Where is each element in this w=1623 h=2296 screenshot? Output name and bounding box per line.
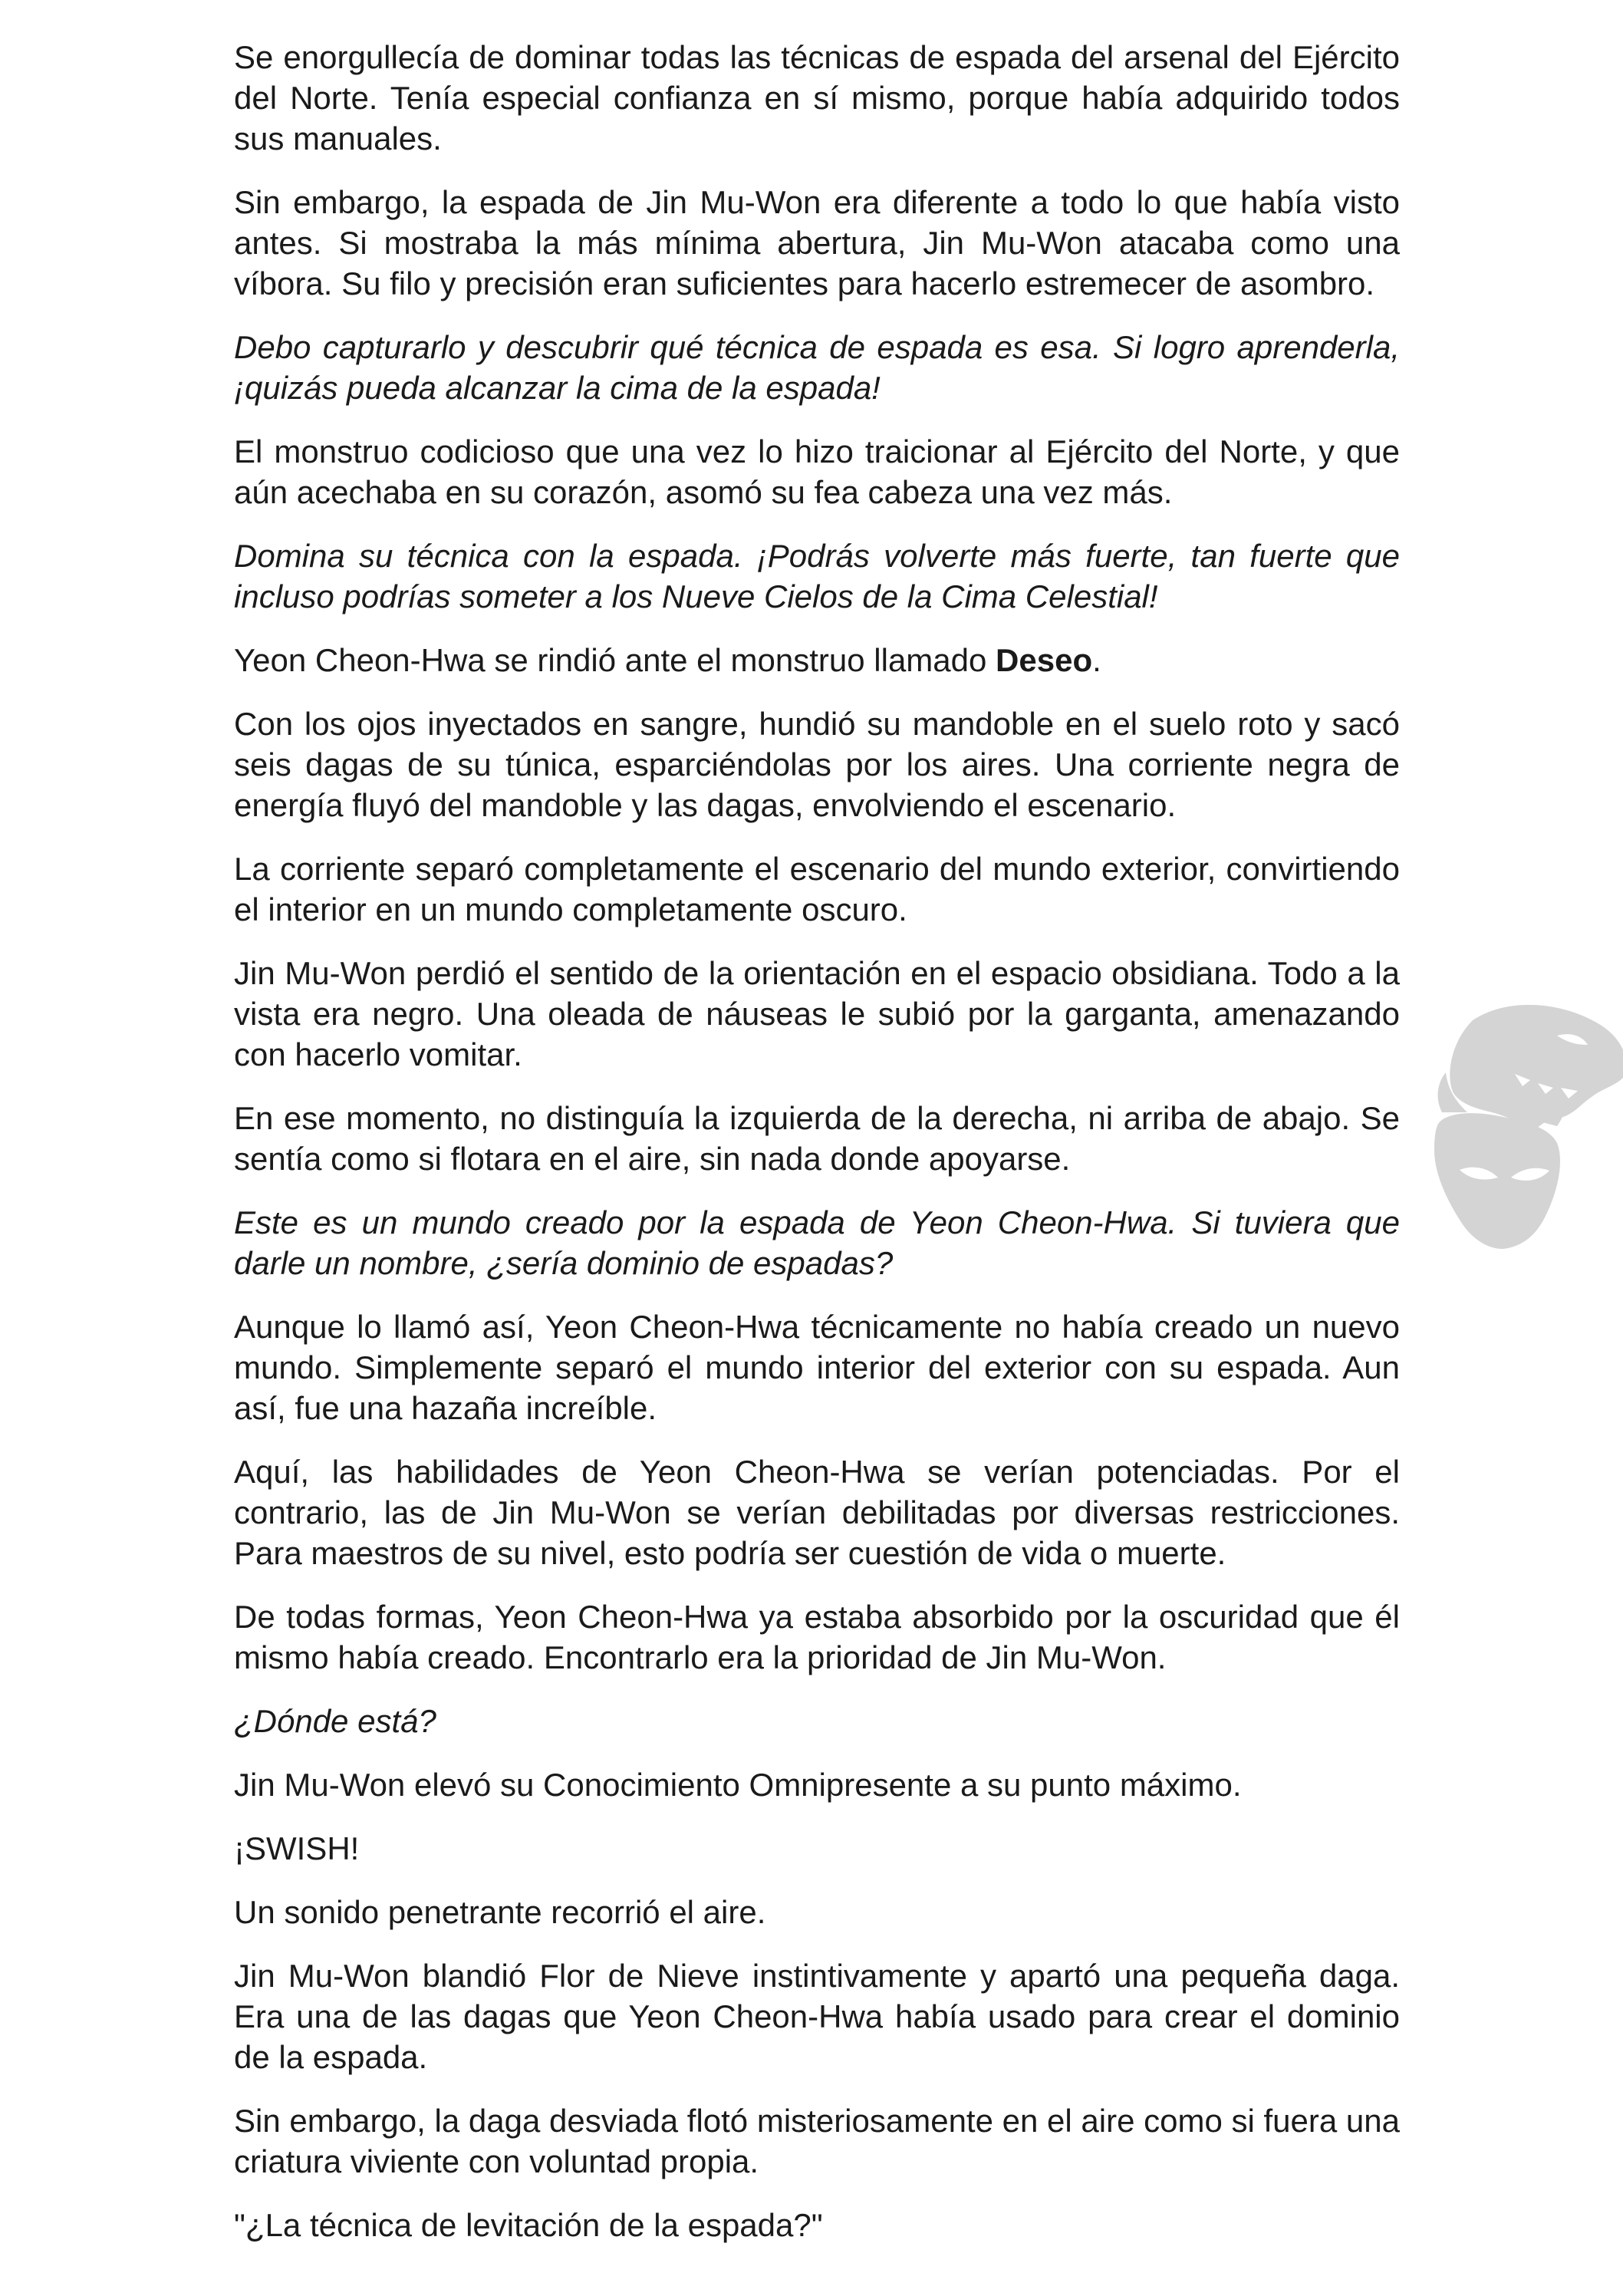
paragraph-text: Yeon Cheon-Hwa se rindió ante el monstruo llamado bbox=[234, 642, 996, 678]
paragraph: Con los ojos inyectados en sangre, hundió su mandoble en el suelo roto y sacó seis dagas de su túnica, esparciéndolas por los aires. Una corriente negra de energía fluyó del mandoble y las dagas, envolviendo el escenario. bbox=[234, 706, 1400, 823]
paragraph: Se enorgullecía de dominar todas las técnicas de espada del arsenal del Ejército del Norte. Tenía especial confianza en sí mismo, porque había adquirido todos sus manuales. bbox=[234, 39, 1400, 156]
paragraph: El monstruo codicioso que una vez lo hizo traicionar al Ejército del Norte, y que aún acechaba en su corazón, asomó su fea cabeza una vez más. bbox=[234, 433, 1400, 510]
paragraph: Jin Mu-Won blandió Flor de Nieve instintivamente y apartó una pequeña daga. Era una de las dagas que Yeon Cheon-Hwa había usado para crear el dominio de la espada. bbox=[234, 1958, 1400, 2075]
thought-paragraph: Este es un mundo creado por la espada de Yeon Cheon-Hwa. Si tuviera que darle un nombre, ¿sería dominio de espadas? bbox=[234, 1204, 1400, 1281]
paragraph-text: . bbox=[1092, 642, 1101, 678]
dinosaur-devil-watermark-icon bbox=[1400, 990, 1623, 1296]
paragraph: Aquí, las habilidades de Yeon Cheon-Hwa se verían potenciadas. Por el contrario, las de Jin Mu-Won se verían debilitadas por diversas restricciones. Para maestros de su nivel, esto podría ser cuestión de vida o muerte. bbox=[234, 1454, 1400, 1571]
sound-effect: ¡SWISH! bbox=[234, 1830, 360, 1866]
paragraph: Sin embargo, la daga desviada flotó misteriosamente en el aire como si fuera una criatura viviente con voluntad propia. bbox=[234, 2103, 1400, 2179]
dialogue: "¿La técnica de levitación de la espada?" bbox=[234, 2207, 823, 2243]
thought-paragraph: Domina su técnica con la espada. ¡Podrás volverte más fuerte, tan fuerte que incluso podrías someter a los Nueve Cielos de la Cima Celestial! bbox=[234, 538, 1400, 614]
paragraph: De todas formas, Yeon Cheon-Hwa ya estaba absorbido por la oscuridad que él mismo había creado. Encontrarlo era la prioridad de Jin Mu-Won. bbox=[234, 1599, 1400, 1675]
paragraph: Jin Mu-Won elevó su Conocimiento Omnipresente a su punto máximo. bbox=[234, 1767, 1242, 1803]
paragraph: En ese momento, no distinguía la izquierda de la derecha, ni arriba de abajo. Se sentía como si flotara en el aire, sin nada donde apoyarse. bbox=[234, 1100, 1400, 1177]
bold-word: Deseo bbox=[996, 642, 1093, 678]
thought-paragraph: ¿Dónde está? bbox=[234, 1703, 436, 1739]
paragraph: Aunque lo llamó así, Yeon Cheon-Hwa técnicamente no había creado un nuevo mundo. Simplemente separó el mundo interior del exterior con su espada. Aun así, fue una hazaña increíble. bbox=[234, 1309, 1400, 1426]
paragraph: Jin Mu-Won perdió el sentido de la orientación en el espacio obsidiana. Todo a la vista era negro. Una oleada de náuseas le subió por la garganta, amenazando con hacerlo vomitar. bbox=[234, 955, 1400, 1072]
thought-paragraph: Debo capturarlo y descubrir qué técnica de espada es esa. Si logro aprenderla, ¡quizás pueda alcanzar la cima de la espada! bbox=[234, 329, 1400, 406]
paragraph-with-bold bbox=[234, 640, 1400, 680]
paragraph: Un sonido penetrante recorrió el aire. bbox=[234, 1894, 766, 1930]
text-column bbox=[234, 37, 1400, 2268]
paragraph: Sin embargo, la espada de Jin Mu-Won era diferente a todo lo que había visto antes. Si mostraba la más mínima abertura, Jin Mu-Won atacaba como una víbora. Su filo y precisión eran suficientes para hacerlo estremecer de asombro. bbox=[234, 184, 1400, 301]
paragraph: La corriente separó completamente el escenario del mundo exterior, convirtiendo el interior en un mundo completamente oscuro. bbox=[234, 851, 1400, 927]
